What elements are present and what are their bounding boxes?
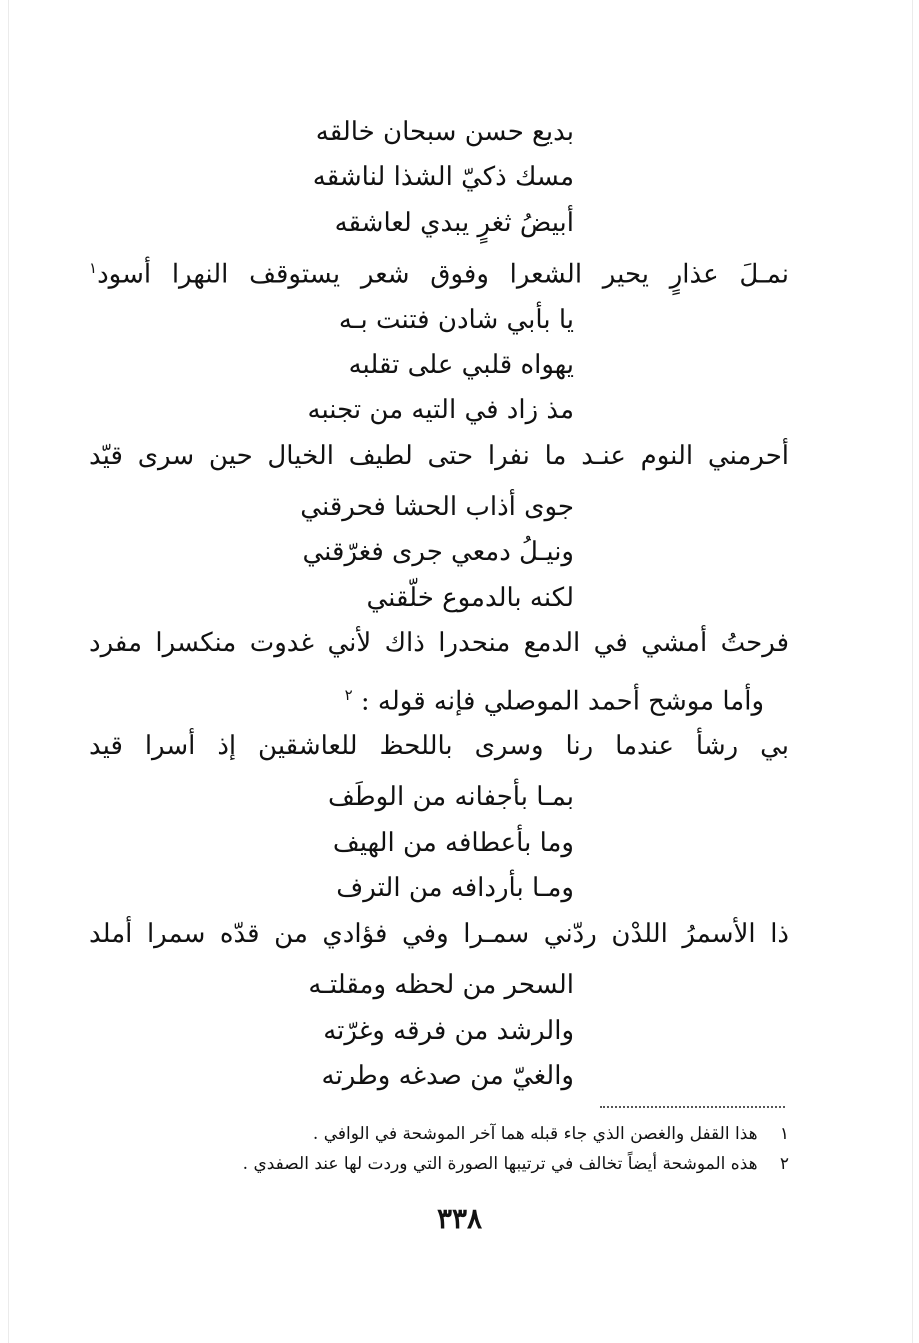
verse-line-long xyxy=(89,248,789,288)
footnote xyxy=(243,1151,789,1177)
scan-edge-left xyxy=(8,0,9,1343)
footnote-text: هذه الموشحة أيضاً تخالف في ترتيبها الصورة التي وردت لها عند الصفدي . xyxy=(242,1154,758,1174)
verse-line: بديع حسن سبحان خالقه xyxy=(315,117,574,147)
verse-line: بمـا بأجفانه من الوطَف xyxy=(328,782,574,812)
footnote-number: ١ xyxy=(779,1124,789,1144)
footnote-number: ٢ xyxy=(779,1154,789,1174)
verse-line: والرشد من فرقه وغرّته xyxy=(323,1016,574,1046)
verse-line: لكنه بالدموع خلّقني xyxy=(366,583,574,613)
verse-line: السحر من لحظه ومقلتـه xyxy=(308,970,574,1000)
verse-line-long: ذا الأسمرُ اللدْن ردّني سمـرا وفي فؤادي من قدّه سمرا أملد xyxy=(89,919,789,949)
footnote xyxy=(313,1121,789,1147)
verse-line-long: فرحتُ أمشي في الدمع منحدرا ذاك لأني غدوت منكسرا مفرد xyxy=(89,628,789,658)
page-number: ٣٣٨ xyxy=(436,1202,483,1235)
verse-text: نمـلَ عذارٍ يحير الشعرا وفوق شعر يستوقف النهرا أسود xyxy=(97,259,789,290)
verse-line: ونيـلُ دمعي جرى فغرّقني xyxy=(302,537,574,567)
verse-line: مسك ذكيّ الشذا لناشقه xyxy=(312,162,574,192)
verse-line: ومـا بأردافه من الترف xyxy=(336,873,574,903)
verse-line: مذ زاد في التيه من تجنبه xyxy=(307,395,574,425)
footnote-marker: ٢ xyxy=(344,686,353,704)
verse-line: يا بأبي شادن فتنت بـه xyxy=(338,305,574,335)
footnote-separator xyxy=(600,1106,785,1108)
verse-line: يهواه قلبي على تقلبه xyxy=(348,350,574,380)
verse-line: والغيّ من صدغه وطرته xyxy=(321,1061,574,1091)
scan-edge-right xyxy=(912,0,913,1343)
intro-text: وأما موشح أحمد الموصلي فإنه قوله : xyxy=(360,686,764,717)
verse-line: جوى أذاب الحشا فحرقني xyxy=(300,492,574,522)
prose-intro xyxy=(244,675,764,715)
verse-line: وما بأعطافه من الهيف xyxy=(332,828,574,858)
verse-line: أبيضُ ثغرٍ يبدي لعاشقه xyxy=(334,208,574,238)
footnote-text: هذا القفل والغصن الذي جاء قبله هما آخر الموشحة في الوافي . xyxy=(312,1124,758,1144)
footnote-marker: ١ xyxy=(89,259,98,277)
verse-line-long: بي رشأ عندما رنا وسرى باللحظ للعاشقين إذ أسرا قيد xyxy=(89,731,789,761)
verse-line-long: أحرمني النوم عنـد ما نفرا حتى لطيف الخيال حين سرى قيّد xyxy=(89,441,789,471)
